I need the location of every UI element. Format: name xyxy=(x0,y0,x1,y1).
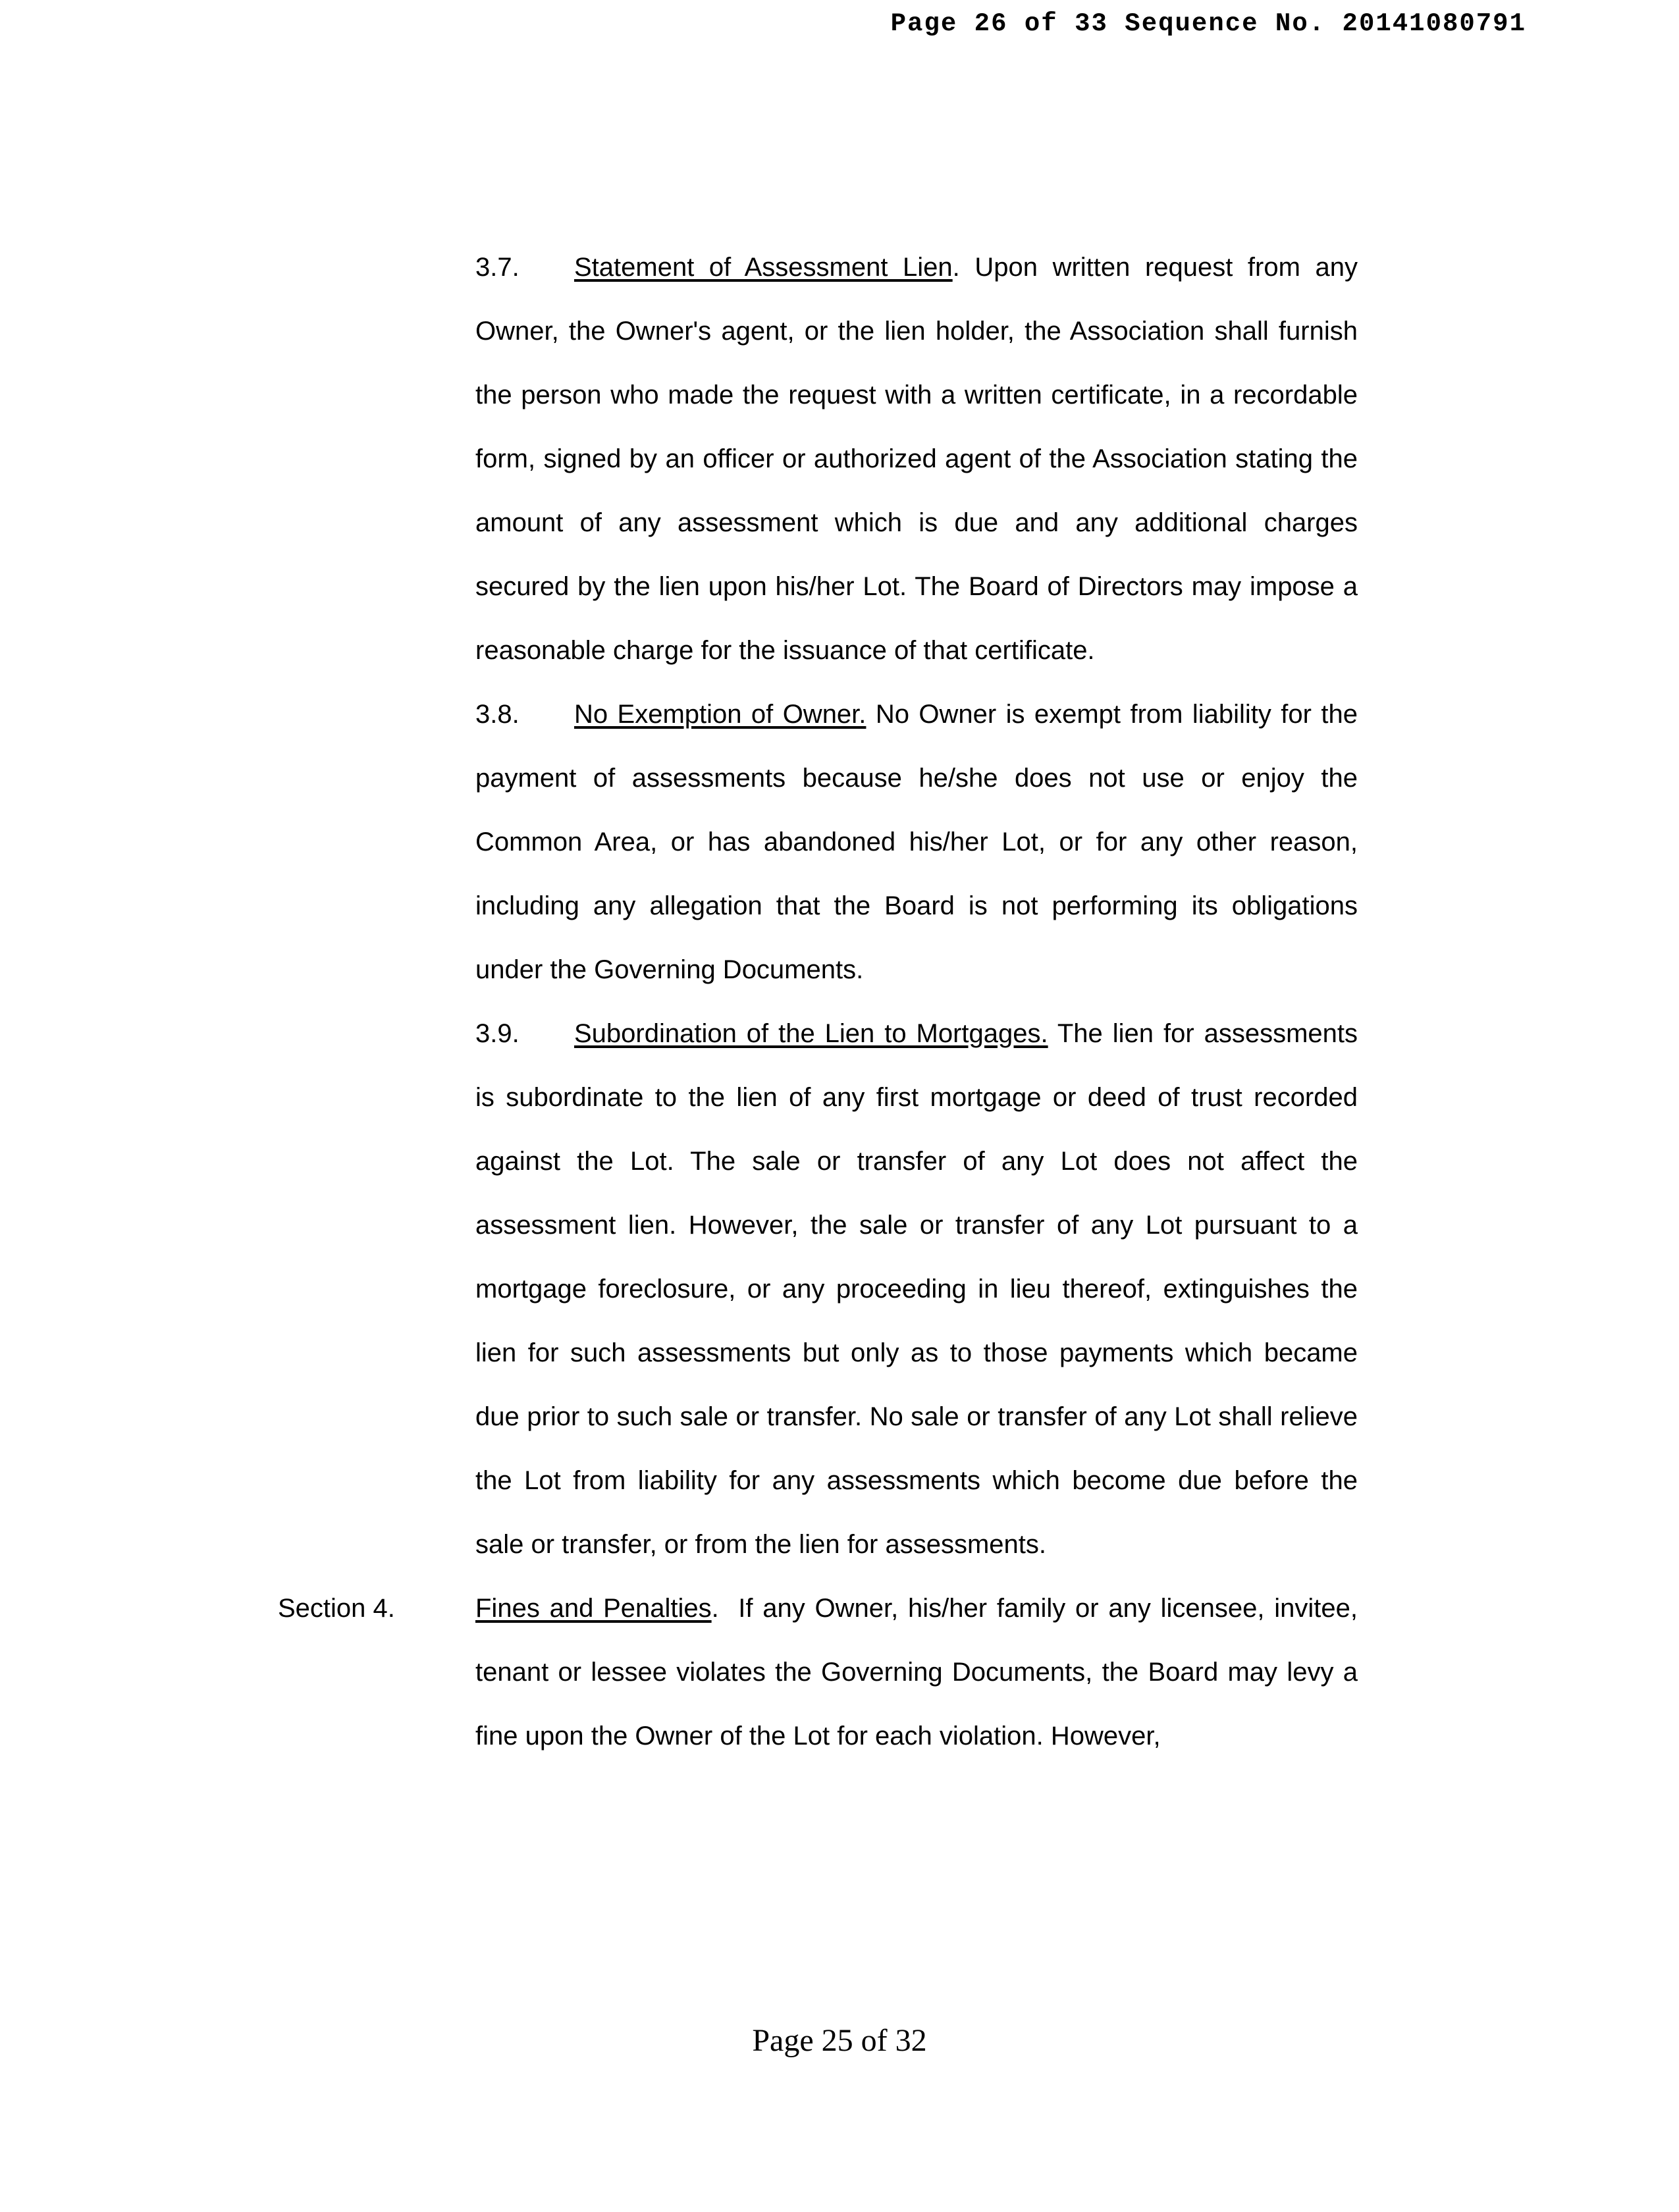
section-text: If any Owner, his/her family or any licensee, invitee, tenant or lessee violates the Governing Documents, the Board may levy a fine upon the Owner of the Lot for each violation. However, xyxy=(475,1594,1358,1751)
paragraph-number: 3.9. xyxy=(475,1019,520,1048)
paragraph-title: Statement of Assessment Lien xyxy=(574,253,953,282)
section-title: Fines and Penalties xyxy=(475,1594,712,1623)
paragraph-3-8 xyxy=(475,683,1358,1002)
title-punctuation: . xyxy=(952,253,960,282)
section-4 xyxy=(278,1577,1358,1768)
paragraph-title: Subordination of the Lien to Mortgages. xyxy=(574,1019,1048,1048)
paragraph-number: 3.8. xyxy=(475,700,520,729)
title-punctuation: . xyxy=(711,1594,719,1623)
paragraph-title: No Exemption of Owner. xyxy=(574,700,866,729)
paragraph-number: 3.7. xyxy=(475,253,520,282)
paragraph-text: Upon written request from any Owner, the Owner's agent, or the lien holder, the Association shall furnish the person who made the request with a written certificate, in a recordable form, signed by an officer or authorized agent of the Association stating the amount of any assessment which is due and any additional charges secured by the lien upon his/her Lot. The Board of Directors may impose a reasonable charge for the issuance of that certificate. xyxy=(475,253,1358,665)
paragraph-3-9 xyxy=(475,1002,1358,1577)
section-label: Section 4. xyxy=(278,1594,395,1623)
page-footer: Page 25 of 32 xyxy=(752,2023,927,2058)
document-body xyxy=(278,236,1358,1768)
paragraph-3-7 xyxy=(475,236,1358,683)
sequence-stamp: Page 26 of 33 Sequence No. 20141080791 xyxy=(890,9,1526,38)
paragraph-text: The lien for assessments is subordinate to the lien of any first mortgage or deed of trust recorded against the Lot. The sale or transfer of any Lot does not affect the assessment lien. However, the sale or transfer of any Lot pursuant to a mortgage foreclosure, or any proceeding in lieu thereof, extinguishes the lien for such assessments but only as to those payments which became due prior to such sale or transfer. No sale or transfer of any Lot shall relieve the Lot from liability for any assessments which become due before the sale or transfer, or from the lien for assessments. xyxy=(475,1019,1358,1559)
paragraph-text: No Owner is exempt from liability for the payment of assessments because he/she does not use or enjoy the Common Area, or has abandoned his/her Lot, or for any other reason, including any allegation that the Board is not performing its obligations under the Governing Documents. xyxy=(475,700,1358,984)
